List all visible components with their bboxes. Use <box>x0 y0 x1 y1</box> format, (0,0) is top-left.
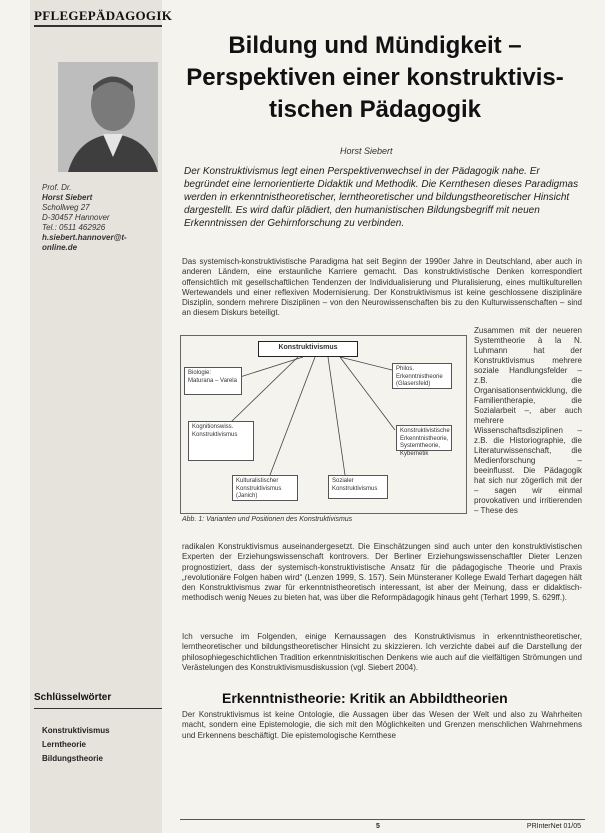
article-title <box>170 30 580 126</box>
title-line: Bildung und Mündigkeit – <box>228 32 522 59</box>
section-heading: Erkenntnistheorie: Kritik an Abbildtheorien <box>222 690 508 706</box>
contact-phone: Tel.: 0511 462926 <box>42 223 106 232</box>
diagram-node-biology: Biologie: Maturana – Varela <box>184 367 242 395</box>
keywords-rule <box>34 708 162 709</box>
diagram-node-cognitive: Kognitionswiss. Konstruktivismus <box>188 421 254 461</box>
contact-name: Horst Siebert <box>42 193 93 202</box>
body-paragraph-2: radikalen Konstruktivismus auseinandergesetzt. Die Einschätzungen sind auch unter den konstruktivistischen Experten der Erziehungswissenschaft kontrovers. Der Berliner Erziehungswissenschaftler Dieter Lenzen prognostiziert, dass der systemisch-konstruktivistische Ansatz für die pädagogische Theorie und Praxis „revolutionäre Folgen haben wird“ (Lenzen 1999, S. 157). Sein Münsteraner Kollege Ewald Terhart dagegen hält den Konstruktivismus zwar für erkenntnistheoretisch interessant, ist aber der Meinung, dass er didaktisch-methodisch wenig Neues zu bieten hat, was über die Reformpädagogik hinaus geht (Terhart 1999, S. 629ff.). <box>182 542 582 603</box>
title-line: Perspektiven einer konstruktivis- <box>186 64 564 91</box>
title-line: tischen Pädagogik <box>268 96 482 123</box>
article-author: Horst Siebert <box>340 146 393 156</box>
header-rule <box>34 25 162 27</box>
body-paragraph-4: Der Konstruktivismus ist keine Ontologie, die Aussagen über das Wesen der Welt und also zu Wahrheiten macht, sondern eine Epistemologie, die sich mit den Möglichkeiten und Grenzen menschlichen Wahrnehmens und Erkennens beschäftigt. Die epistemologische Kernthese <box>182 710 582 740</box>
body-paragraph-3: Ich versuche im Folgenden, einige Kernaussagen des Konstruktivismus in erkenntnistheoretischer, lerntheoretischer und bildungstheoretischer Hinsicht zu skizzieren. Ich verzichte dabei auf die Darstellung der philosophiegeschichtlichen Tradition erkenntniskritischen Denkens wie auch auf die vielfältigen Strömungen und Verästelungen des Konstruktivismusdiskussion (vgl. Siebert 2004). <box>182 632 582 672</box>
journal-brand: PFLEGEPÄDAGOGIK <box>34 8 173 23</box>
figure-diagram <box>180 335 467 530</box>
page-footer <box>180 819 585 830</box>
keyword-item: Bildungstheorie <box>42 754 103 763</box>
figure-caption: Abb. 1: Varianten und Positionen des Konstruktivismus <box>182 516 353 523</box>
author-photo <box>58 62 158 172</box>
journal-issue: PRInterNet 01/05 <box>526 823 581 830</box>
author-contact <box>42 183 157 253</box>
body-paragraph-1: Das systemisch-konstruktivistische Paradigma hat seit Beginn der 1990er Jahre in Deutschland, aber auch in anderen Ländern, eine erstaunliche Karriere gemacht. Das konstruktivistische Denken korrespondiert offensichtlich mit gesellschaftlichen Tendenzen der Individualisierung und Pluralisierung, eines multikulturellen Wertewandels und einer reflexiven Modernisierung. Der Konstruktivismus ist keine geschlossene disziplinäre Disziplin, sondern mehrere Disziplinen – von den Neurowissenschaften bis zu den Kulturwissenschaften – sind an diesem Diskurs beteiligt. <box>182 257 582 318</box>
diagram-node-epistemology: Konstruktivistische Erkenntnistheorie, Systemtheorie, Kybernetik <box>396 425 452 451</box>
diagram-node-cultural: Kulturalistischer Konstruktivismus (Janich) <box>232 475 298 501</box>
diagram-node-social: Sozialer Konstruktivismus <box>328 475 388 499</box>
keywords-heading: Schlüsselwörter <box>34 692 112 703</box>
contact-email-cont: online.de <box>42 243 78 252</box>
contact-street: Schollweg 27 <box>42 203 90 212</box>
contact-title: Prof. Dr. <box>42 183 72 192</box>
body-paragraph-right: Zusammen mit der neueren Systemtheorie à la N. Luhmann hat der Konstruktivismus mehrere soziale Handlungsfelder – z.B. die Organisationsentwicklung, die Familientherapie, die Sozialarbeit –, aber auch mehrere Wissenschaftsdisziplinen – z.B. die Historiographie, die Literaturwissenschaft, die Medienforschung – beeinflusst. Die Pädagogik hat sich nur zögerlich mit der – sagen wir einmal provokativen und irritierenden – These des <box>474 326 582 515</box>
diagram-center-node: Konstruktivismus <box>258 341 358 357</box>
diagram-node-philosophy: Philos. Erkenntnistheorie (Glasersfeld) <box>392 363 452 389</box>
article-lead: Der Konstruktivismus legt einen Perspektivenwechsel in der Pädagogik nahe. Er begründet eine lernorientierte Didaktik und Methodik. Die Kernthesen dieses Paradigmas werden in erkenntnistheoretischer, lerntheoretischer und bildungstheoretischer Hinsicht dargestellt. Es wird dafür plädiert, den humanistischen Bildungsbegriff mit neuen Erkenntnissen der Gehirnforschung zu verbinden. <box>184 166 579 229</box>
contact-email: h.siebert.hannover@t- <box>42 233 127 242</box>
contact-city: D-30457 Hannover <box>42 213 110 222</box>
keyword-item: Konstruktivismus <box>42 726 110 735</box>
keyword-item: Lerntheorie <box>42 740 87 749</box>
page-number: 5 <box>376 823 380 830</box>
